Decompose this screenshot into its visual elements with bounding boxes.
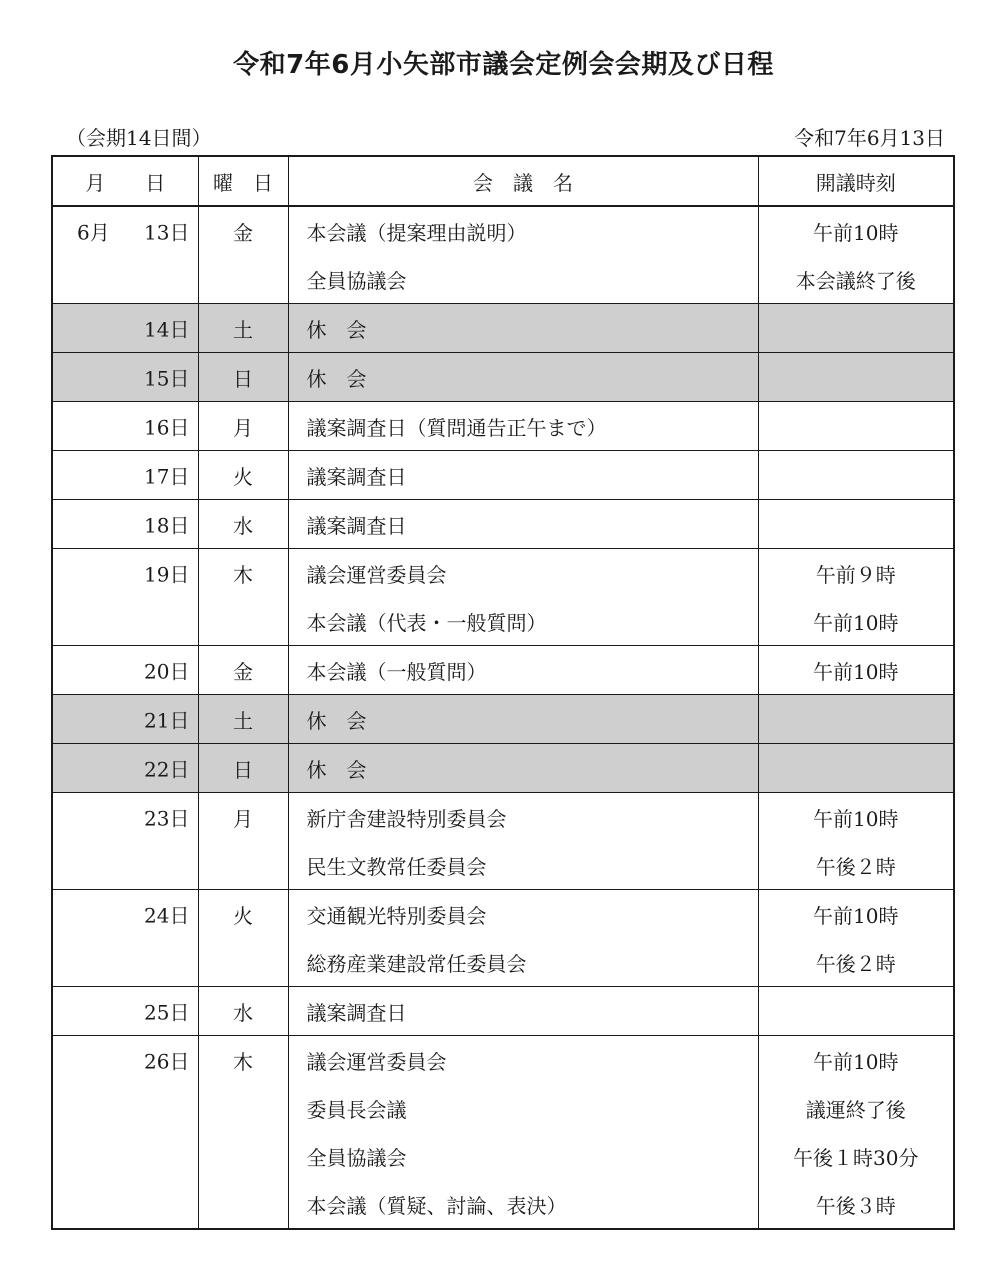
meeting-name-cell: 本会議（代表・一般質問）: [288, 597, 758, 646]
weekday-cell: 火: [198, 451, 288, 500]
weekday-cell: 木: [198, 1036, 288, 1085]
table-row: [52, 255, 954, 304]
day-label: 13日: [144, 220, 190, 245]
weekday-cell: 土: [198, 304, 288, 353]
table-row: [52, 402, 954, 451]
table-row: [52, 841, 954, 890]
start-time-cell: [758, 402, 954, 451]
date-cell: [52, 402, 198, 451]
weekday-cell: 水: [198, 500, 288, 549]
day-label: 18日: [144, 513, 190, 538]
date-cell: [52, 1132, 198, 1180]
table-row: [52, 646, 954, 695]
meeting-name-cell: 議案調査日: [288, 451, 758, 500]
date-cell: [52, 451, 198, 500]
start-time-cell: 午前10時: [758, 1036, 954, 1085]
meeting-name-cell: 交通観光特別委員会: [288, 890, 758, 939]
start-time-cell: [758, 695, 954, 744]
schedule-table: [51, 155, 955, 1230]
header-start-time: 開議時刻: [758, 156, 954, 206]
weekday-cell: [198, 1084, 288, 1132]
meeting-name-cell: 民生文教常任委員会: [288, 841, 758, 890]
weekday-cell: [198, 938, 288, 987]
date-cell: [52, 304, 198, 353]
table-row: [52, 353, 954, 402]
meeting-name-cell: 委員長会議: [288, 1084, 758, 1132]
document-title: 令和7年6月小矢部市議会定例会会期及び日程: [233, 50, 774, 80]
start-time-cell: 午前10時: [758, 793, 954, 842]
meeting-name-cell: 議会運営委員会: [288, 1036, 758, 1085]
table-row: [52, 500, 954, 549]
header-weekday: 曜 日: [198, 156, 288, 206]
day-label: 24日: [144, 903, 190, 928]
table-row: [52, 695, 954, 744]
document-date: 令和7年6月13日: [794, 126, 945, 150]
date-cell: [52, 206, 198, 255]
day-label: 16日: [144, 415, 190, 440]
day-label: 23日: [144, 806, 190, 831]
day-label: 21日: [144, 708, 190, 733]
weekday-cell: 月: [198, 402, 288, 451]
day-label: 26日: [144, 1049, 190, 1074]
weekday-cell: 日: [198, 353, 288, 402]
meeting-name-cell: 議案調査日（質問通告正午まで）: [288, 402, 758, 451]
meeting-name-cell: 休 会: [288, 304, 758, 353]
weekday-cell: 水: [198, 987, 288, 1036]
table-row: [52, 451, 954, 500]
month-label: 6月: [77, 220, 110, 245]
date-cell: [52, 890, 198, 939]
weekday-cell: 金: [198, 206, 288, 255]
meeting-name-cell: 議案調査日: [288, 987, 758, 1036]
date-cell: [52, 353, 198, 402]
start-time-cell: 午後２時: [758, 841, 954, 890]
meeting-name-cell: 全員協議会: [288, 1132, 758, 1180]
start-time-cell: [758, 451, 954, 500]
weekday-cell: [198, 255, 288, 304]
start-time-cell: [758, 304, 954, 353]
start-time-cell: 午後３時: [758, 1180, 954, 1229]
weekday-cell: 月: [198, 793, 288, 842]
day-label: 14日: [144, 317, 190, 342]
schedule-body: [52, 206, 954, 1229]
day-label: 20日: [144, 659, 190, 684]
start-time-cell: 午前10時: [758, 646, 954, 695]
weekday-cell: 火: [198, 890, 288, 939]
start-time-cell: 午後２時: [758, 938, 954, 987]
start-time-cell: 本会議終了後: [758, 255, 954, 304]
date-cell: [52, 938, 198, 987]
table-row: [52, 1036, 954, 1085]
table-row: [52, 304, 954, 353]
start-time-cell: [758, 744, 954, 793]
start-time-cell: [758, 987, 954, 1036]
date-cell: [52, 744, 198, 793]
start-time-cell: [758, 353, 954, 402]
meeting-name-cell: 休 会: [288, 695, 758, 744]
meeting-name-cell: 総務産業建設常任委員会: [288, 938, 758, 987]
table-row: [52, 1180, 954, 1229]
start-time-cell: [758, 500, 954, 549]
date-cell: [52, 1180, 198, 1229]
meeting-name-cell: 新庁舎建設特別委員会: [288, 793, 758, 842]
table-row: [52, 1132, 954, 1180]
session-length: （会期14日間）: [66, 126, 212, 150]
weekday-cell: [198, 841, 288, 890]
date-cell: [52, 1036, 198, 1085]
meeting-name-cell: 休 会: [288, 744, 758, 793]
date-cell: [52, 646, 198, 695]
day-label: 19日: [144, 562, 190, 587]
date-cell: [52, 549, 198, 598]
meeting-name-cell: 本会議（質疑、討論、表決）: [288, 1180, 758, 1229]
table-row: [52, 744, 954, 793]
table-row: [52, 938, 954, 987]
header-meeting: 会 議 名: [288, 156, 758, 206]
start-time-cell: 議運終了後: [758, 1084, 954, 1132]
table-row: [52, 1084, 954, 1132]
date-cell: [52, 695, 198, 744]
start-time-cell: 午前10時: [758, 890, 954, 939]
weekday-cell: [198, 1180, 288, 1229]
weekday-cell: 金: [198, 646, 288, 695]
day-label: 25日: [144, 1000, 190, 1025]
meeting-name-cell: 全員協議会: [288, 255, 758, 304]
meeting-name-cell: 議案調査日: [288, 500, 758, 549]
date-cell: [52, 1084, 198, 1132]
date-cell: [52, 255, 198, 304]
table-header-row: [52, 156, 954, 206]
table-row: [52, 890, 954, 939]
meeting-name-cell: 本会議（提案理由説明）: [288, 206, 758, 255]
weekday-cell: 土: [198, 695, 288, 744]
table-row: [52, 206, 954, 255]
start-time-cell: 午前10時: [758, 206, 954, 255]
table-row: [52, 597, 954, 646]
start-time-cell: 午前９時: [758, 549, 954, 598]
date-cell: [52, 597, 198, 646]
day-label: 22日: [144, 757, 190, 782]
table-row: [52, 549, 954, 598]
weekday-cell: [198, 1132, 288, 1180]
table-row: [52, 987, 954, 1036]
day-label: 17日: [144, 464, 190, 489]
date-cell: [52, 841, 198, 890]
date-cell: [52, 987, 198, 1036]
date-cell: [52, 793, 198, 842]
day-label: 15日: [144, 366, 190, 391]
start-time-cell: 午後１時30分: [758, 1132, 954, 1180]
meeting-name-cell: 本会議（一般質問）: [288, 646, 758, 695]
meeting-name-cell: 議会運営委員会: [288, 549, 758, 598]
weekday-cell: 日: [198, 744, 288, 793]
date-cell: [52, 500, 198, 549]
weekday-cell: [198, 597, 288, 646]
table-row: [52, 793, 954, 842]
weekday-cell: 木: [198, 549, 288, 598]
start-time-cell: 午前10時: [758, 597, 954, 646]
header-date: 月 日: [52, 156, 198, 206]
meeting-name-cell: 休 会: [288, 353, 758, 402]
